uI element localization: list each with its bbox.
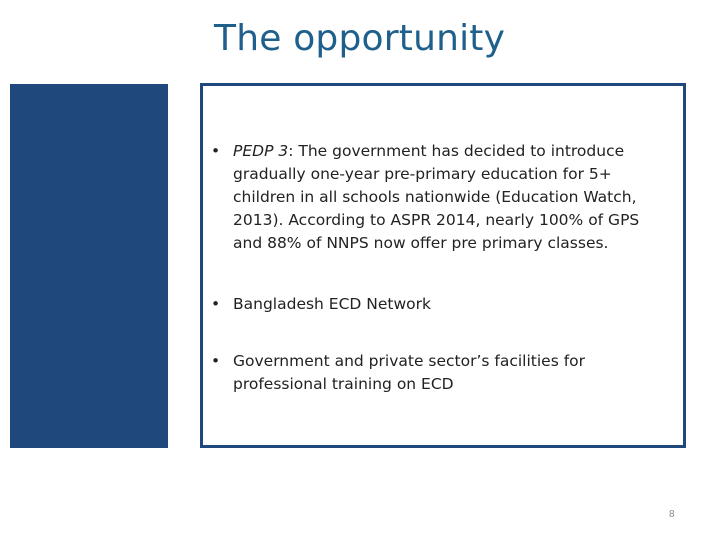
bullet-item-training-facilities <box>211 350 671 396</box>
bullet-marker: • <box>211 352 221 370</box>
side-panel <box>10 84 168 448</box>
bullet-item-pedp3 <box>211 140 671 255</box>
slide-title: The opportunity <box>214 18 506 59</box>
bullet-text <box>211 140 671 255</box>
page-number: 8 <box>669 509 675 520</box>
bullet-marker: • <box>211 142 221 160</box>
bullet-body: : The government has decided to introduce gradually one-year pre-primary education for 5+ children in all schools nationwide (Education Watch, 2013). According to ASPR 2014, nearly 100% of GPS and 88% of NNPS now offer pre primary classes. <box>233 142 640 252</box>
bullet-text: Government and private sector’s facilities for professional training on ECD <box>233 352 586 393</box>
bullet-lead-italic: PEDP 3 <box>233 142 289 160</box>
bullet-text: Bangladesh ECD Network <box>233 295 431 313</box>
bullet-marker: • <box>211 295 221 313</box>
bullet-item-ecd-network <box>211 293 671 316</box>
content-box <box>200 83 686 448</box>
